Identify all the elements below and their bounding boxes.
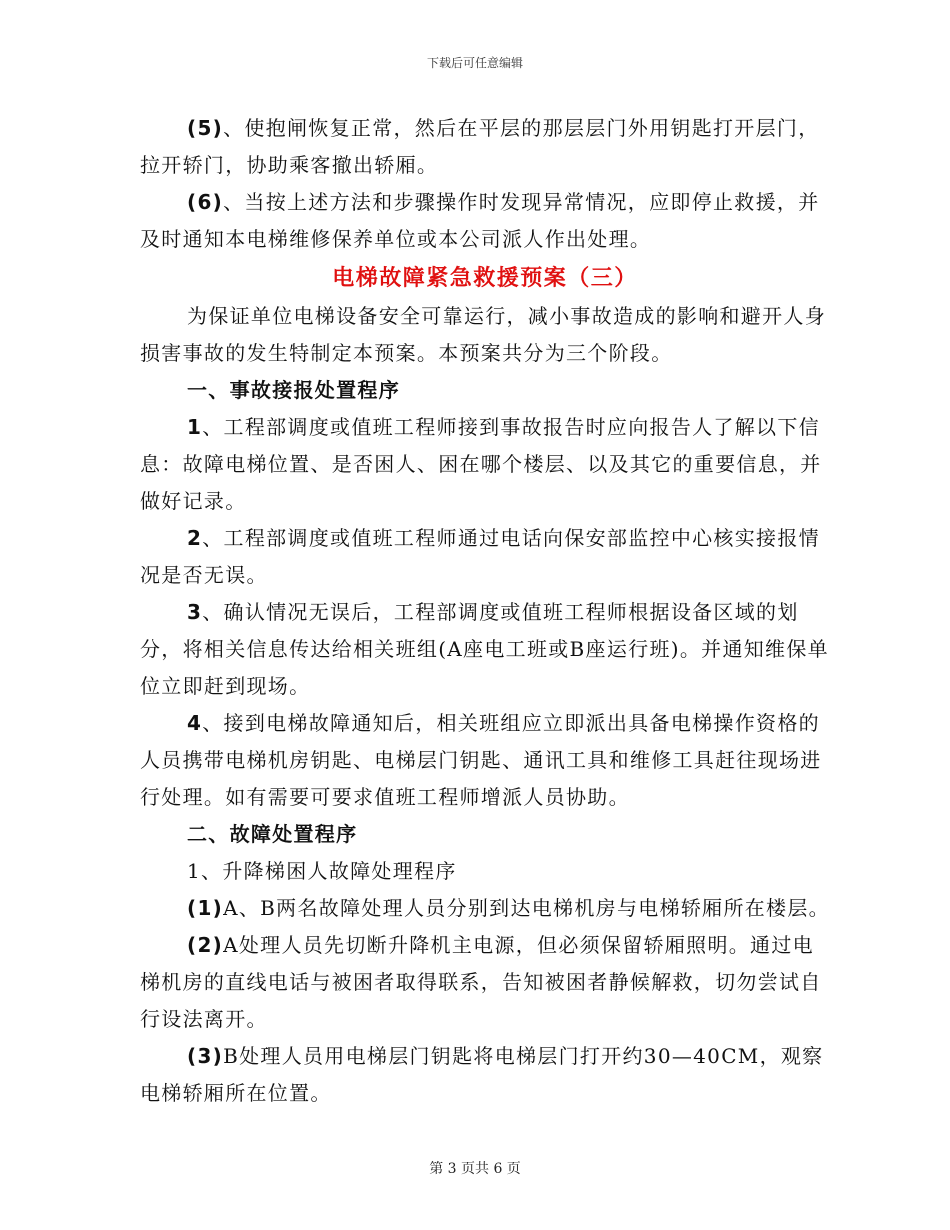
paragraph-step-5: (5)、使抱闸恢复正常，然后在平层的那层层门外用钥匙打开层门，拉开轿门，协助乘客撤出轿厢。 (140, 116, 820, 177)
section-title: 电梯故障紧急救援预案（三） (332, 265, 638, 291)
paragraph-item-3: 3、确认情况无误后，工程部调度或值班工程师根据设备区域的划分，将相关信息传达给相关班组(A座电工班或B座运行班)。并通知维保单位立即赶到现场。 (140, 600, 829, 698)
paragraph-item-2: 2、工程部调度或值班工程师通过电话向保安部监控中心核实接报情况是否无误。 (140, 526, 820, 587)
paragraph-subheading-1: 1、升降梯困人故障处理程序 (187, 859, 457, 883)
paragraph-intro: 为保证单位电梯设备安全可靠运行，减小事故造成的影响和避开人身损害事故的发生特制定本预案。本预案共分为三个阶段。 (140, 304, 826, 365)
document-body (140, 110, 830, 1112)
page-number: 第 3 页共 6 页 (429, 1161, 521, 1177)
paragraph-sub-step-3: (3)B处理人员用电梯层门钥匙将电梯层门打开约30—40CM，观察电梯轿厢所在位置。 (140, 1044, 824, 1105)
paragraph-sub-step-1: (1)A、B两名故障处理人员分别到达电梯机房与电梯轿厢所在楼层。 (187, 896, 830, 920)
paragraph-sub-step-2: (2)A处理人员先切断升降机主电源，但必须保留轿厢照明。通过电梯机房的直线电话与被困者取得联系，告知被困者静候解救，切勿尝试自行设法离开。 (140, 933, 822, 1031)
paragraph-step-6: (6)、当按上述方法和步骤操作时发现异常情况，应即停止救援，并及时通知本电梯维修保养单位或本公司派人作出处理。 (140, 190, 820, 251)
heading-report-procedure: 一、事故接报处置程序 (187, 378, 400, 402)
heading-fault-procedure: 二、故障处置程序 (187, 822, 358, 846)
paragraph-item-4: 4、接到电梯故障通知后，相关班组应立即派出具备电梯操作资格的人员携带电梯机房钥匙、电梯层门钥匙、通讯工具和维修工具赶往现场进行处理。如有需要可要求值班工程师增派人员协助。 (140, 711, 822, 809)
header-note: 下载后可任意编辑 (426, 56, 523, 70)
paragraph-item-1: 1、工程部调度或值班工程师接到事故报告时应向报告人了解以下信息：故障电梯位置、是否困人、困在哪个楼层、以及其它的重要信息，并做好记录。 (140, 415, 822, 513)
